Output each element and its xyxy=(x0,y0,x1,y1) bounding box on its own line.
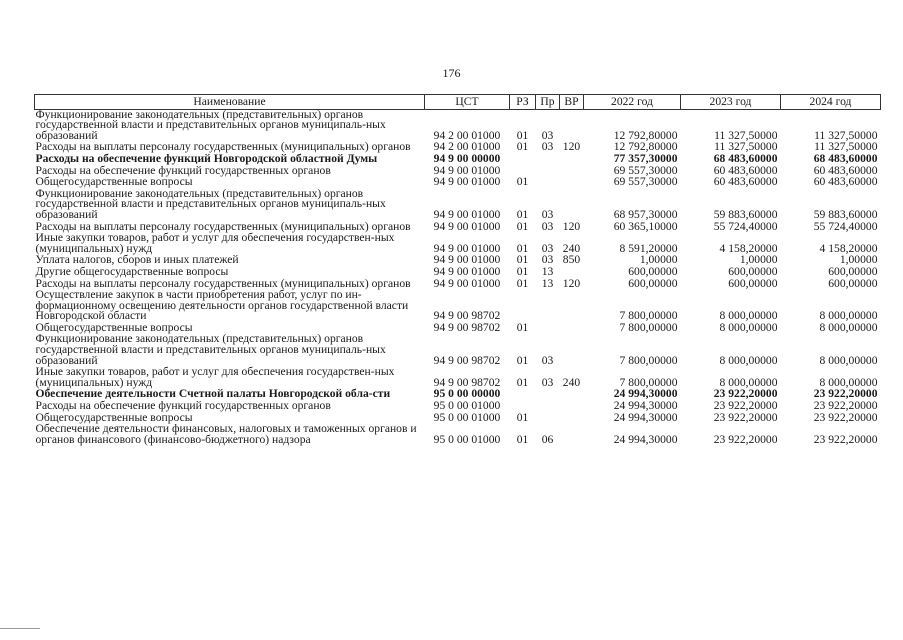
table-row xyxy=(35,424,881,446)
row-vr xyxy=(560,177,584,189)
header-name: Наименование xyxy=(35,95,425,110)
row-amount-2024: 600,00000 xyxy=(828,276,878,290)
row-amount-2022: 12 792,80000 xyxy=(613,128,678,142)
row-cst: 95 0 00 01000 xyxy=(433,410,501,424)
row-rz: 01 xyxy=(516,128,529,142)
row-name: Расходы на выплаты персоналу государственных (муниципальных) органов xyxy=(35,140,411,154)
row-cst: 94 9 00 00000 xyxy=(433,151,501,165)
table-row xyxy=(35,189,881,222)
row-vr xyxy=(560,189,584,222)
header-vr: ВР xyxy=(560,95,584,110)
row-name: Уплата налогов, сборов и иных платежей xyxy=(35,253,239,267)
row-amount-2023: 68 483,60000 xyxy=(713,151,778,165)
row-amount-2024: 1,00000 xyxy=(839,253,878,267)
row-amount-2023: 23 922,20000 xyxy=(713,387,778,401)
row-name: Иные закупки товаров, работ и услуг для обеспечения государствен-ных (муниципальных) нужд xyxy=(35,365,395,389)
row-amount-2024: 4 158,20000 xyxy=(819,241,878,255)
row-amount-2023: 23 922,20000 xyxy=(713,399,778,413)
row-amount-2023: 8 000,00000 xyxy=(719,309,778,323)
row-cst: 94 9 00 01000 xyxy=(433,241,501,255)
header-2024: 2024 год xyxy=(781,95,881,110)
row-name: Расходы на обеспечение функций государственных органов xyxy=(35,163,331,177)
row-name: Общегосударственные вопросы xyxy=(35,175,193,189)
header-pr: Пр xyxy=(536,95,560,110)
row-rz: 01 xyxy=(516,175,529,189)
header-rz: РЗ xyxy=(510,95,536,110)
row-amount-2022: 60 365,10000 xyxy=(613,219,678,233)
row-cst: 94 9 00 98702 xyxy=(433,320,501,334)
row-amount-2023: 11 327,50000 xyxy=(714,140,778,154)
table-row xyxy=(35,290,881,323)
row-amount-2024: 68 483,60000 xyxy=(813,151,878,165)
row-amount-2022: 600,00000 xyxy=(628,264,678,278)
row-name: Обеспечение деятельности Счетной палаты Новгородской обла-сти xyxy=(35,387,391,401)
row-amount-2024: 60 483,60000 xyxy=(813,163,878,177)
row-rz: 01 xyxy=(516,264,529,278)
row-amount-2022: 7 800,00000 xyxy=(619,353,678,367)
row-name: Иные закупки товаров, работ и услуг для обеспечения государствен-ных (муниципальных) нужд xyxy=(35,231,395,255)
row-pr xyxy=(536,401,560,413)
row-cst: 94 2 00 01000 xyxy=(433,140,501,154)
row-amount-2024: 23 922,20000 xyxy=(813,387,878,401)
row-amount-2023: 60 483,60000 xyxy=(713,175,778,189)
row-rz: 01 xyxy=(516,410,529,424)
row-vr: 120 xyxy=(562,140,581,154)
table-row xyxy=(35,367,881,389)
row-amount-2022: 1,00000 xyxy=(639,253,678,267)
row-rz: 01 xyxy=(516,276,529,290)
row-amount-2022: 7 800,00000 xyxy=(619,309,678,323)
row-pr xyxy=(536,323,560,335)
row-pr: 13 xyxy=(541,264,554,278)
row-amount-2022: 8 591,20000 xyxy=(619,241,678,255)
row-amount-2023: 60 483,60000 xyxy=(713,163,778,177)
header-2023: 2023 год xyxy=(681,95,781,110)
row-cst: 94 2 00 01000 xyxy=(433,128,501,142)
row-cst: 94 9 00 98702 xyxy=(433,375,501,389)
row-name: Функционирование законодательных (представительных) органов государственной власти и представительных органов муниципаль-ных образований xyxy=(35,186,386,221)
budget-table xyxy=(34,94,881,446)
row-cst: 94 9 00 01000 xyxy=(433,163,501,177)
row-name: Другие общегосударственные вопросы xyxy=(35,264,229,278)
row-amount-2024: 8 000,00000 xyxy=(819,320,878,334)
row-name: Расходы на обеспечение функций государственных органов xyxy=(35,399,331,413)
header-2022: 2022 год xyxy=(584,95,681,110)
row-amount-2022: 600,00000 xyxy=(628,276,678,290)
row-pr: 03 xyxy=(541,207,554,221)
row-name: Обеспечение деятельности финансовых, налоговых и таможенных органов и органов финансового (финансово-бюджетного) надзора xyxy=(35,422,417,446)
row-vr: 240 xyxy=(562,241,581,255)
row-cst: 95 0 00 01000 xyxy=(433,432,501,446)
row-name: Функционирование законодательных (представительных) органов государственной власти и представительных органов муниципаль-ных образований xyxy=(35,107,386,142)
row-rz: 01 xyxy=(516,219,529,233)
row-rz: 01 xyxy=(516,320,529,334)
row-name: Осуществление закупок в части приобретения работ, услуг по ин-формационному освещению деятельности органов государственной власти Новгородской области xyxy=(35,288,409,323)
row-amount-2023: 8 000,00000 xyxy=(719,375,778,389)
row-rz: 01 xyxy=(516,253,529,267)
row-pr: 03 xyxy=(541,219,554,233)
row-pr: 03 xyxy=(541,353,554,367)
row-amount-2022: 69 557,30000 xyxy=(613,163,678,177)
row-amount-2024: 8 000,00000 xyxy=(819,375,878,389)
row-amount-2023: 8 000,00000 xyxy=(719,353,778,367)
row-pr: 03 xyxy=(541,253,554,267)
header-cst: ЦСТ xyxy=(425,95,510,110)
row-amount-2023: 4 158,20000 xyxy=(719,241,778,255)
row-rz: 01 xyxy=(516,241,529,255)
row-vr xyxy=(560,166,584,178)
row-vr xyxy=(560,334,584,367)
row-amount-2024: 59 883,60000 xyxy=(813,207,878,221)
row-amount-2024: 60 483,60000 xyxy=(813,175,878,189)
row-vr xyxy=(560,109,584,142)
row-rz: 01 xyxy=(516,353,529,367)
row-vr xyxy=(560,424,584,446)
row-cst: 94 9 00 01000 xyxy=(433,219,501,233)
row-amount-2023: 23 922,20000 xyxy=(713,432,778,446)
row-amount-2023: 23 922,20000 xyxy=(713,410,778,424)
row-rz xyxy=(510,154,536,166)
row-rz: 01 xyxy=(516,140,529,154)
row-pr: 03 xyxy=(541,128,554,142)
row-rz xyxy=(510,389,536,401)
row-cst: 94 9 00 01000 xyxy=(433,175,501,189)
row-amount-2023: 59 883,60000 xyxy=(713,207,778,221)
row-pr: 06 xyxy=(541,432,554,446)
row-pr xyxy=(536,166,560,178)
row-amount-2024: 11 327,50000 xyxy=(814,140,878,154)
row-pr xyxy=(536,177,560,189)
row-vr xyxy=(560,401,584,413)
row-name: Функционирование законодательных (представительных) органов государственной власти и представительных органов муниципаль-ных образований xyxy=(35,332,386,367)
row-amount-2024: 11 327,50000 xyxy=(814,128,878,142)
row-vr xyxy=(560,323,584,335)
row-amount-2024: 8 000,00000 xyxy=(819,309,878,323)
row-pr xyxy=(536,154,560,166)
row-amount-2022: 77 357,30000 xyxy=(613,151,678,165)
row-amount-2024: 23 922,20000 xyxy=(813,432,878,446)
row-vr: 240 xyxy=(562,375,581,389)
row-pr xyxy=(536,389,560,401)
row-amount-2023: 1,00000 xyxy=(739,253,778,267)
row-amount-2022: 7 800,00000 xyxy=(619,320,678,334)
row-amount-2024: 23 922,20000 xyxy=(813,399,878,413)
row-name: Расходы на выплаты персоналу государственных (муниципальных) органов xyxy=(35,219,411,233)
row-cst: 94 9 00 01000 xyxy=(433,207,501,221)
row-cst: 94 9 00 01000 xyxy=(433,276,501,290)
table-header-row xyxy=(35,95,881,110)
row-vr xyxy=(560,389,584,401)
row-amount-2022: 12 792,80000 xyxy=(613,140,678,154)
row-vr xyxy=(560,413,584,425)
row-pr xyxy=(536,290,560,323)
row-amount-2022: 7 800,00000 xyxy=(619,375,678,389)
row-cst: 94 9 00 01000 xyxy=(433,264,501,278)
table-row xyxy=(35,233,881,255)
row-name: Расходы на выплаты персоналу государственных (муниципальных) органов xyxy=(35,276,411,290)
row-vr: 850 xyxy=(562,253,581,267)
row-amount-2022: 24 994,30000 xyxy=(613,432,678,446)
row-pr: 13 xyxy=(541,276,554,290)
row-pr: 03 xyxy=(541,375,554,389)
row-pr: 03 xyxy=(541,241,554,255)
row-amount-2023: 8 000,00000 xyxy=(719,320,778,334)
row-name: Общегосударственные вопросы xyxy=(35,320,193,334)
row-amount-2024: 55 724,40000 xyxy=(813,219,878,233)
row-name: Общегосударственные вопросы xyxy=(35,410,193,424)
table-row xyxy=(35,334,881,367)
row-amount-2022: 24 994,30000 xyxy=(613,399,678,413)
row-vr xyxy=(560,154,584,166)
page-number: 176 xyxy=(442,66,461,80)
row-cst: 94 9 00 01000 xyxy=(433,253,501,267)
row-amount-2023: 600,00000 xyxy=(728,276,778,290)
row-cst: 95 0 00 01000 xyxy=(433,399,501,413)
row-cst: 94 9 00 98702 xyxy=(433,309,501,323)
row-rz: 01 xyxy=(516,375,529,389)
row-cst: 95 0 00 00000 xyxy=(433,387,501,401)
row-amount-2022: 24 994,30000 xyxy=(613,410,678,424)
row-vr: 120 xyxy=(562,276,581,290)
table-row xyxy=(35,109,881,142)
table-body xyxy=(35,109,881,446)
row-amount-2024: 23 922,20000 xyxy=(813,410,878,424)
row-vr xyxy=(560,290,584,323)
row-amount-2023: 55 724,40000 xyxy=(713,219,778,233)
row-rz: 01 xyxy=(516,432,529,446)
row-name: Расходы на обеспечение функций Новгородской областной Думы xyxy=(35,151,378,165)
row-amount-2024: 600,00000 xyxy=(828,264,878,278)
row-rz: 01 xyxy=(516,207,529,221)
row-pr: 03 xyxy=(541,140,554,154)
row-vr: 120 xyxy=(562,219,581,233)
row-amount-2022: 24 994,30000 xyxy=(613,387,678,401)
row-pr xyxy=(536,413,560,425)
row-rz xyxy=(510,290,536,323)
row-amount-2022: 69 557,30000 xyxy=(613,175,678,189)
row-amount-2022: 68 957,30000 xyxy=(613,207,678,221)
row-cst: 94 9 00 98702 xyxy=(433,353,501,367)
row-amount-2023: 600,00000 xyxy=(728,264,778,278)
row-amount-2023: 11 327,50000 xyxy=(714,128,778,142)
row-amount-2024: 8 000,00000 xyxy=(819,353,878,367)
footer-rule xyxy=(0,628,40,629)
